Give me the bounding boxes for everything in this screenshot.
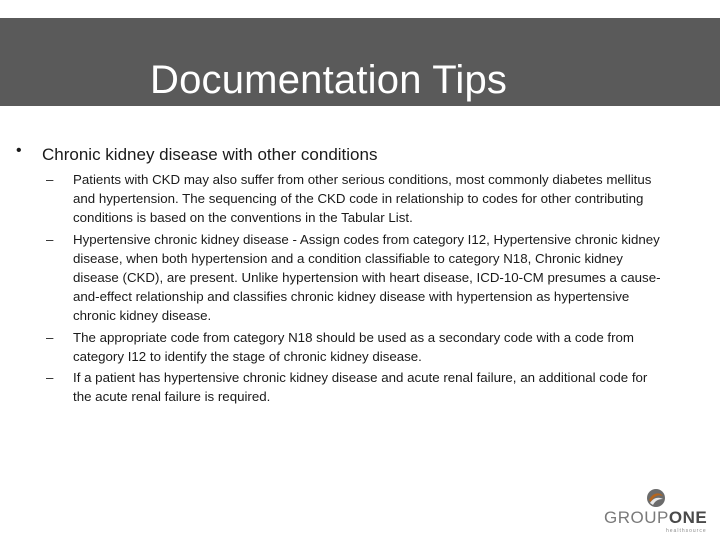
main-bullet-text: Chronic kidney disease with other conditions (42, 145, 378, 164)
sub-bullet (46, 368, 661, 406)
sub-bullet-list (46, 170, 661, 408)
dash-marker: – (46, 329, 54, 345)
logo-word-group: GROUP (604, 508, 669, 527)
logo-tagline: healthsource (666, 528, 707, 534)
dash-marker: – (46, 231, 54, 247)
sub-bullet (46, 170, 661, 228)
sub-bullet-text: The appropriate code from category N18 should be used as a secondary code with a code from category I12 to identify the stage of chronic kidney disease. (73, 329, 635, 364)
bullet-marker: • (16, 142, 22, 159)
slide-title: Documentation Tips (150, 58, 508, 102)
sub-bullet (46, 230, 661, 326)
sub-bullet (46, 328, 661, 366)
groupone-swirl-icon (646, 488, 666, 508)
sub-bullet-text: If a patient has hypertensive chronic kidney disease and acute renal failure, an additional code for the acute renal failure is required. (73, 370, 648, 405)
dash-marker: – (46, 370, 54, 386)
dash-marker: – (46, 172, 54, 187)
title-bar (0, 18, 720, 106)
sub-bullet-text: Hypertensive chronic kidney disease - Assign codes from category I12, Hypertensive chronic kidney disease, when both hypertension and a condition classifiable to category N18, Chronic kidney disease (CKD), are present. Unlike hypertension with heart disease, ICD-10-CM presumes a cause-and-effect relationship and classifies chronic kidney disease with hypertension as hypertensive chronic kidney disease. (73, 231, 661, 324)
groupone-logo (600, 484, 718, 538)
logo-wordmark (604, 508, 707, 528)
logo-word-one: ONE (668, 508, 708, 527)
sub-bullet-text: Patients with CKD may also suffer from other serious conditions, most commonly diabetes mellitus and hypertension. The sequencing of the CKD code in relationship to codes for other contributing conditions is based on the conventions in the Tabular List. (73, 172, 652, 226)
